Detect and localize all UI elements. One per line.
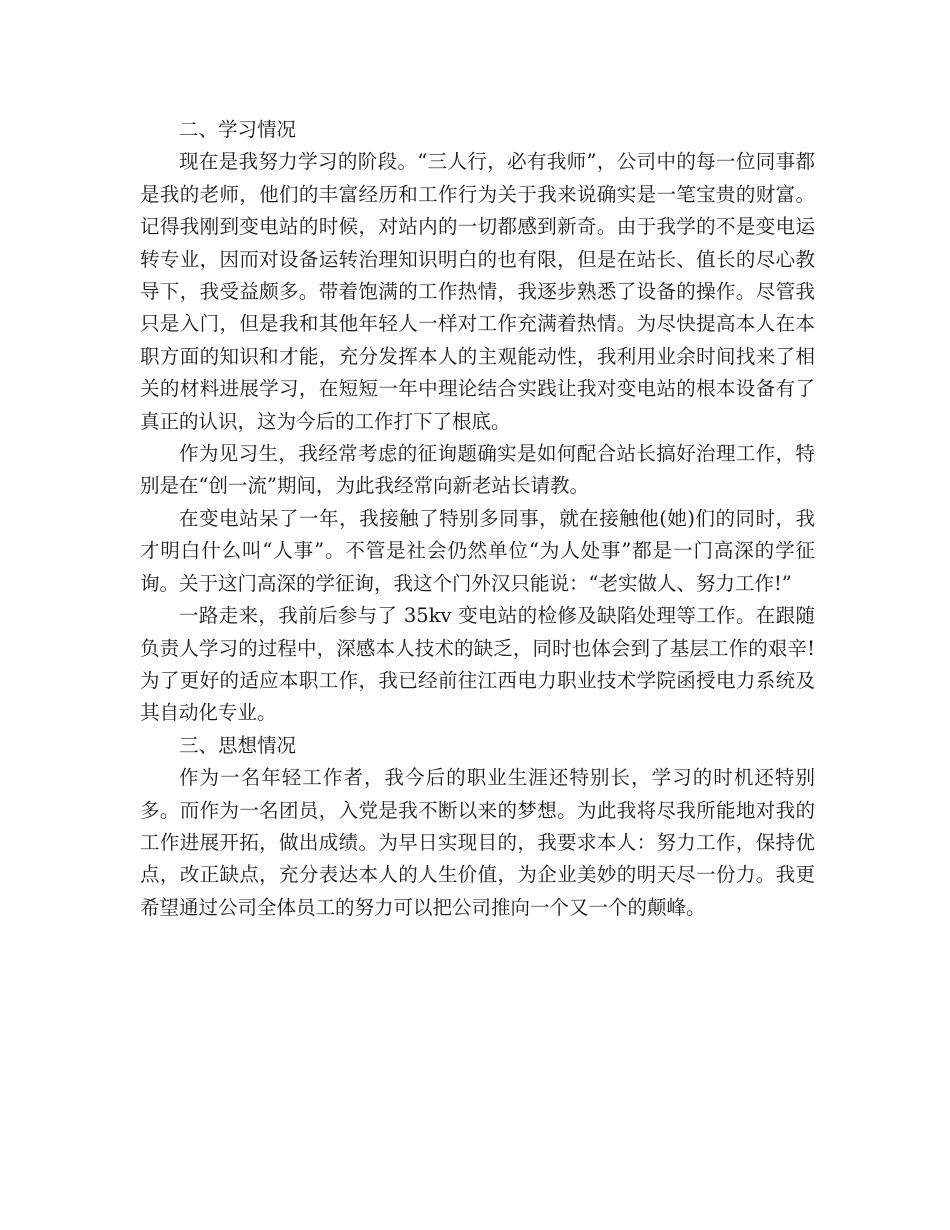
paragraph-study-3: 在变电站呆了一年，我接触了特别多同事，就在接触他(她)们的同时，我才明白什么叫“人事”。不管是社会仍然单位“为人处事”都是一门高深的学征询。关于这门高深的学征询，我这个门外汉只能说：“老实做人、努力工作!” (140, 506, 815, 595)
section-heading-study: 二、学习情况 (179, 118, 297, 141)
paragraph-study-4: 一路走来，我前后参与了 35kv 变电站的检修及缺陷处理等工作。在跟随负责人学习的过程中，深感本人技术的缺乏，同时也体会到了基层工作的艰辛!为了更好的适应本职工作，我已经前往江西电力职业技术学院函授电力系统及其自动化专业。 (140, 604, 815, 725)
paragraph-study-2: 作为见习生，我经常考虑的征询题确实是如何配合站长搞好治理工作，特别是在“创一流”期间，为此我经常向新老站长请教。 (140, 442, 815, 498)
paragraph-study-1: 现在是我努力学习的阶段。“三人行，必有我师”，公司中的每一位同事都是我的老师，他们的丰富经历和工作行为关于我来说确实是一笔宝贵的财富。记得我刚到变电站的时候，对站内的一切都感到新奇。由于我学的不是变电运转专业，因而对设备运转治理知识明白的也有限，但是在站长、值长的尽心教导下，我受益颇多。带着饱满的工作热情，我逐步熟悉了设备的操作。尽管我只是入门，但是我和其他年轻人一样对工作充满着热情。为尽快提高本人在本职方面的知识和才能，充分发挥本人的主观能动性，我利用业余时间找来了相关的材料进展学习，在短短一年中理论结合实践让我对变电站的根本设备有了真正的认识，这为今后的工作打下了根底。 (140, 150, 815, 433)
section-heading-thought: 三、思想情况 (179, 733, 297, 757)
document-page (140, 114, 815, 924)
paragraph-thought-1: 作为一名年轻工作者，我今后的职业生涯还特别长，学习的时机还特别多。而作为一名团员，入党是我不断以来的梦想。为此我将尽我所能地对我的工作进展开拓，做出成绩。为早日实现目的，我要求本人：努力工作，保持优点，改正缺点，充分表达本人的人生价值，为企业美妙的明天尽一份力。我更希望通过公司全体员工的努力可以把公司推向一个又一个的颠峰。 (140, 766, 815, 919)
